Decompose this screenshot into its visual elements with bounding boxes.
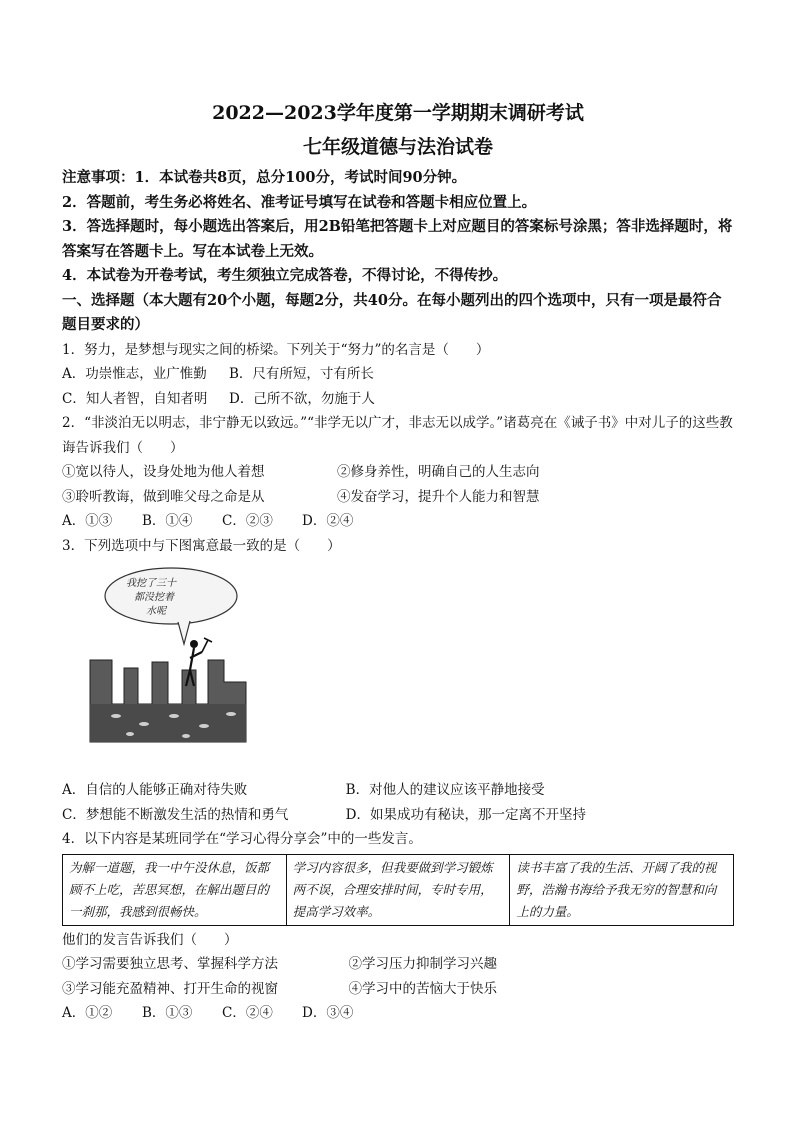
note-3: 3．答选择题时，每小题选出答案后，用2B铅笔把答题卡上对应题目的答案标号涂黑；答非选择题时，将答案写在答题卡上。写在本试卷上无效。: [62, 218, 733, 260]
q4-option-c: C．②④: [222, 1005, 273, 1021]
q2-item-4: ④发奋学习，提升个人能力和智慧: [337, 488, 540, 505]
q4-ask: 他们的发言告诉我们（ ）: [62, 931, 238, 948]
q4-quote-1: 为解一道题，我一中午没休息，饭都顾不上吃，苦思冥想，在解出题目的一刹那，我感到很畅快。: [69, 859, 270, 919]
section-heading: 一、选择题（本大题有20个小题，每题2分，共40分。在每小题列出的四个选项中，只有一项是最符合题目要求的）: [62, 291, 722, 333]
q1-option-d: D．己所不欲，勿施于人: [229, 390, 375, 407]
q1-option-c: C．知人者智，自知者明: [62, 390, 208, 407]
q4-option-a: A．①②: [62, 1005, 113, 1021]
q2-items-row2: [62, 485, 734, 510]
q1-options-row1: [62, 362, 734, 387]
q1-options-row2: [62, 387, 734, 412]
exam-subtitle: 七年级道德与法治试卷: [302, 136, 493, 158]
q3-options-row2: [62, 803, 734, 828]
note-4: 4．本试卷为开卷考试，考生须独立完成答卷，不得讨论，不得传抄。: [62, 267, 508, 284]
q1-option-b: B．尺有所短，寸有所长: [229, 366, 374, 382]
q1-option-a: A．功崇惟志，业广惟勤: [62, 366, 207, 382]
q2-item-3: ③聆听教诲，做到唯父母之命是从: [62, 488, 265, 505]
q4-options: [62, 1001, 734, 1026]
q4-quote-2: 学习内容很多，但我要做到学习锻炼两不误，合理安排时间，专时专用，提高学习效率。: [286, 855, 510, 925]
pebble: [139, 722, 149, 726]
digger-head: [190, 640, 198, 648]
q4-item-4: ④学习中的苦恼大于快乐: [348, 980, 497, 997]
q2-item-2: ②修身养性，明确自己的人生志向: [337, 464, 540, 480]
q2-options: [62, 509, 734, 534]
q2-option-c: C．②③: [222, 513, 273, 529]
q4-stem: 4．以下内容是某班同学在“学习心得分享会”中的一些发言。: [62, 831, 422, 847]
pebble: [111, 714, 121, 718]
speech-bubble-tail: [178, 621, 190, 644]
cartoon-figure: [86, 564, 251, 764]
pebble: [169, 714, 179, 718]
q4-item-2: ②学习压力抑制学习兴趣: [348, 956, 497, 972]
q4-items-row1: [62, 952, 734, 977]
q3-options-row1: [62, 778, 734, 803]
shovel-icon: [202, 638, 212, 652]
cartoon-text-1: 我挖了三十: [126, 578, 176, 589]
cartoon-text-2: 都没挖着: [134, 592, 174, 603]
q2-stem: 2．“非淡泊无以明志，非宁静无以致远。”“非学无以广才，非志无以成学。”诸葛亮在《诫子书》中对儿子的这些教诲告诉我们（ ）: [62, 415, 733, 456]
pebble: [226, 712, 236, 716]
exam-page: [62, 96, 734, 1026]
note-1: 注意事项：1．本试卷共8页，总分100分，考试时间90分钟。: [62, 169, 467, 186]
q2-option-b: B．①④: [142, 513, 193, 529]
q2-option-a: A．①③: [62, 513, 113, 529]
q3-option-d: D．如果成功有秘诀，那一定离不开坚持: [345, 806, 586, 823]
q4-option-b: B．①③: [142, 1005, 193, 1021]
q4-option-d: D．③④: [302, 1005, 354, 1021]
cartoon-text-3: 水呢: [146, 606, 166, 617]
q4-quote-boxes: [62, 854, 734, 926]
q3-stem: 3．下列选项中与下图寓意最一致的是（ ）: [62, 537, 341, 554]
q4-item-3: ③学习能充盈精神、打开生命的视窗: [62, 980, 278, 997]
pebble: [182, 734, 190, 738]
exam-title: 2022—2023学年度第一学期期末调研考试: [212, 102, 584, 124]
q2-items-row1: [62, 460, 734, 485]
q3-option-a: A．自信的人能够正确对待失败: [62, 782, 248, 798]
q2-item-1: ①宽以待人，设身处地为他人着想: [62, 464, 265, 480]
ground-base: [90, 704, 246, 742]
pebble: [199, 724, 209, 728]
q2-option-d: D．②④: [302, 513, 354, 529]
q3-option-c: C．梦想能不断激发生活的热情和勇气: [62, 806, 289, 823]
q1-stem: 1．努力，是梦想与现实之间的桥梁。下列关于“努力”的名言是（ ）: [62, 341, 490, 358]
q4-items-row2: [62, 977, 734, 1002]
q3-option-b: B．对他人的建议应该平静地接受: [345, 782, 545, 798]
note-2: 2．答题前，考生务必将姓名、准考证号填写在试卷和答题卡相应位置上。: [62, 193, 537, 211]
q4-item-1: ①学习需要独立思考、掌握科学方法: [62, 956, 278, 972]
pebble: [126, 732, 134, 736]
q4-quote-3: 读书丰富了我的生活、开阔了我的视野，浩瀚书海给予我无穷的智慧和向上的力量。: [509, 855, 733, 925]
